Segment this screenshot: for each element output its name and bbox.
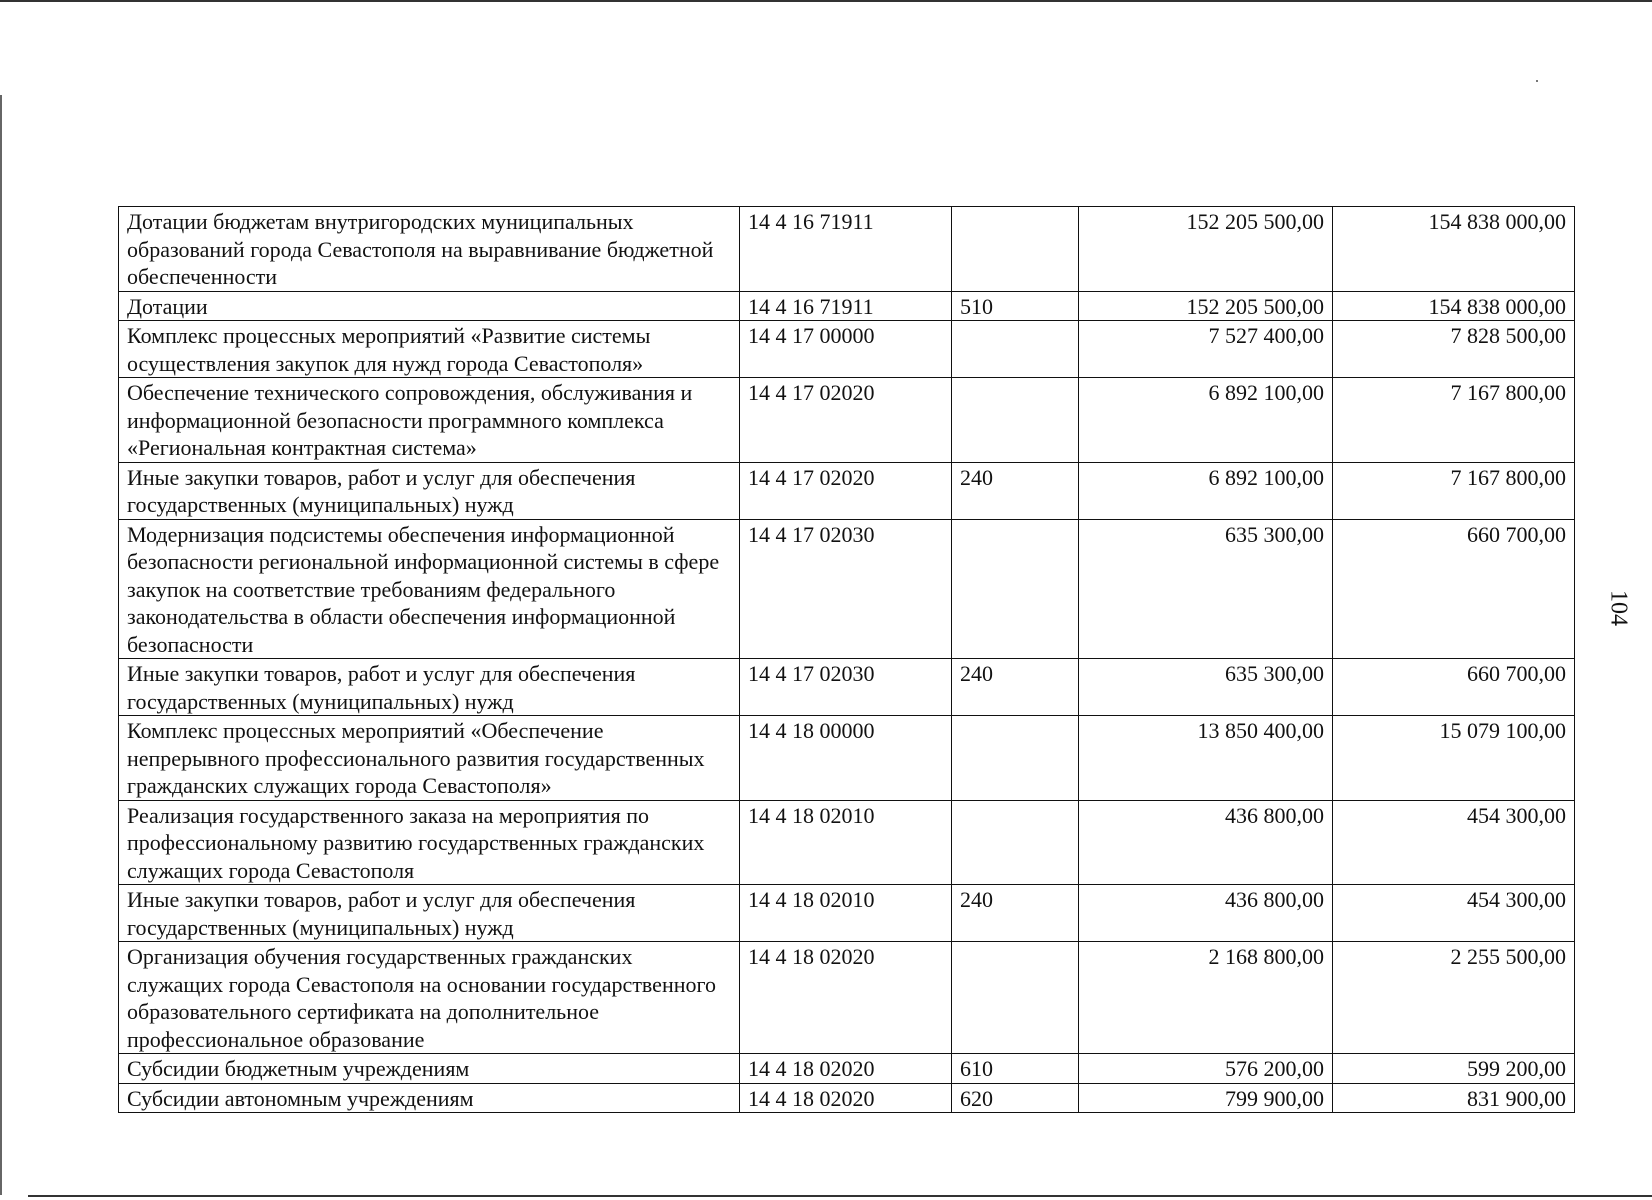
expense-type [952,519,1079,659]
amount-year-1: 635 300,00 [1079,519,1333,659]
amount-year-2: 154 838 000,00 [1333,291,1575,321]
target-article-code: 14 4 17 02020 [740,462,952,519]
item-name: Обеспечение технического сопровождения, обслуживания и информационной безопасности программного комплекса «Региональная контрактная система» [119,378,740,463]
amount-year-2: 7 167 800,00 [1333,462,1575,519]
item-name: Комплекс процессных мероприятий «Развитие системы осуществления закупок для нужд города Севастополя» [119,321,740,378]
amount-year-2: 831 900,00 [1333,1083,1575,1113]
scan-speck [1536,80,1538,82]
amount-year-1: 2 168 800,00 [1079,942,1333,1054]
expense-type: 610 [952,1054,1079,1084]
item-name: Иные закупки товаров, работ и услуг для обеспечения государственных (муниципальных) нужд [119,659,740,716]
item-name: Комплекс процессных мероприятий «Обеспечение непрерывного профессионального развития государственных гражданских служащих города Севастополя» [119,716,740,801]
target-article-code: 14 4 17 02030 [740,519,952,659]
target-article-code: 14 4 18 02010 [740,885,952,942]
target-article-code: 14 4 16 71911 [740,207,952,292]
table-row [119,291,1575,321]
target-article-code: 14 4 18 00000 [740,716,952,801]
budget-table [118,206,1575,1113]
expense-type [952,716,1079,801]
item-name: Дотации [119,291,740,321]
amount-year-1: 799 900,00 [1079,1083,1333,1113]
amount-year-1: 576 200,00 [1079,1054,1333,1084]
target-article-code: 14 4 16 71911 [740,291,952,321]
target-article-code: 14 4 17 02030 [740,659,952,716]
table-row [119,942,1575,1054]
item-name: Реализация государственного заказа на мероприятия по профессиональному развитию государственных гражданских служащих города Севастополя [119,800,740,885]
amount-year-1: 635 300,00 [1079,659,1333,716]
amount-year-2: 7 167 800,00 [1333,378,1575,463]
table-row [119,800,1575,885]
item-name: Организация обучения государственных гражданских служащих города Севастополя на основании государственного образовательного сертификата на дополнительное профессиональное образование [119,942,740,1054]
expense-type [952,800,1079,885]
expense-type: 240 [952,462,1079,519]
expense-type [952,207,1079,292]
item-name: Дотации бюджетам внутригородских муниципальных образований города Севастополя на выравнивание бюджетной обеспеченности [119,207,740,292]
amount-year-2: 7 828 500,00 [1333,321,1575,378]
amount-year-2: 454 300,00 [1333,800,1575,885]
target-article-code: 14 4 18 02020 [740,1083,952,1113]
target-article-code: 14 4 18 02020 [740,1054,952,1084]
amount-year-2: 599 200,00 [1333,1054,1575,1084]
amount-year-1: 436 800,00 [1079,885,1333,942]
left-scan-border [0,95,2,1195]
amount-year-2: 154 838 000,00 [1333,207,1575,292]
table-row [119,462,1575,519]
budget-table-body [119,207,1575,1113]
target-article-code: 14 4 17 00000 [740,321,952,378]
amount-year-1: 152 205 500,00 [1079,291,1333,321]
page-number: 104 [1605,590,1632,626]
amount-year-2: 660 700,00 [1333,659,1575,716]
expense-type [952,378,1079,463]
table-row [119,659,1575,716]
amount-year-1: 436 800,00 [1079,800,1333,885]
amount-year-2: 15 079 100,00 [1333,716,1575,801]
amount-year-1: 7 527 400,00 [1079,321,1333,378]
bottom-scan-border [28,1195,1652,1197]
target-article-code: 14 4 18 02010 [740,800,952,885]
item-name: Субсидии автономным учреждениям [119,1083,740,1113]
table-row [119,1054,1575,1084]
table-row [119,1083,1575,1113]
item-name: Иные закупки товаров, работ и услуг для обеспечения государственных (муниципальных) нужд [119,885,740,942]
table-row [119,885,1575,942]
expense-type [952,942,1079,1054]
amount-year-2: 2 255 500,00 [1333,942,1575,1054]
amount-year-2: 660 700,00 [1333,519,1575,659]
target-article-code: 14 4 18 02020 [740,942,952,1054]
amount-year-1: 6 892 100,00 [1079,462,1333,519]
expense-type: 510 [952,291,1079,321]
target-article-code: 14 4 17 02020 [740,378,952,463]
table-row [119,321,1575,378]
table-row [119,207,1575,292]
table-row [119,519,1575,659]
expense-type: 240 [952,659,1079,716]
table-row [119,716,1575,801]
table-row [119,378,1575,463]
expense-type: 620 [952,1083,1079,1113]
amount-year-1: 152 205 500,00 [1079,207,1333,292]
amount-year-1: 6 892 100,00 [1079,378,1333,463]
expense-type [952,321,1079,378]
amount-year-1: 13 850 400,00 [1079,716,1333,801]
top-scan-border [0,0,1652,2]
item-name: Субсидии бюджетным учреждениям [119,1054,740,1084]
item-name: Иные закупки товаров, работ и услуг для обеспечения государственных (муниципальных) нужд [119,462,740,519]
item-name: Модернизация подсистемы обеспечения информационной безопасности региональной информационной системы в сфере закупок на соответствие требованиям федерального законодательства в области обеспечения информационной безопасности [119,519,740,659]
amount-year-2: 454 300,00 [1333,885,1575,942]
expense-type: 240 [952,885,1079,942]
